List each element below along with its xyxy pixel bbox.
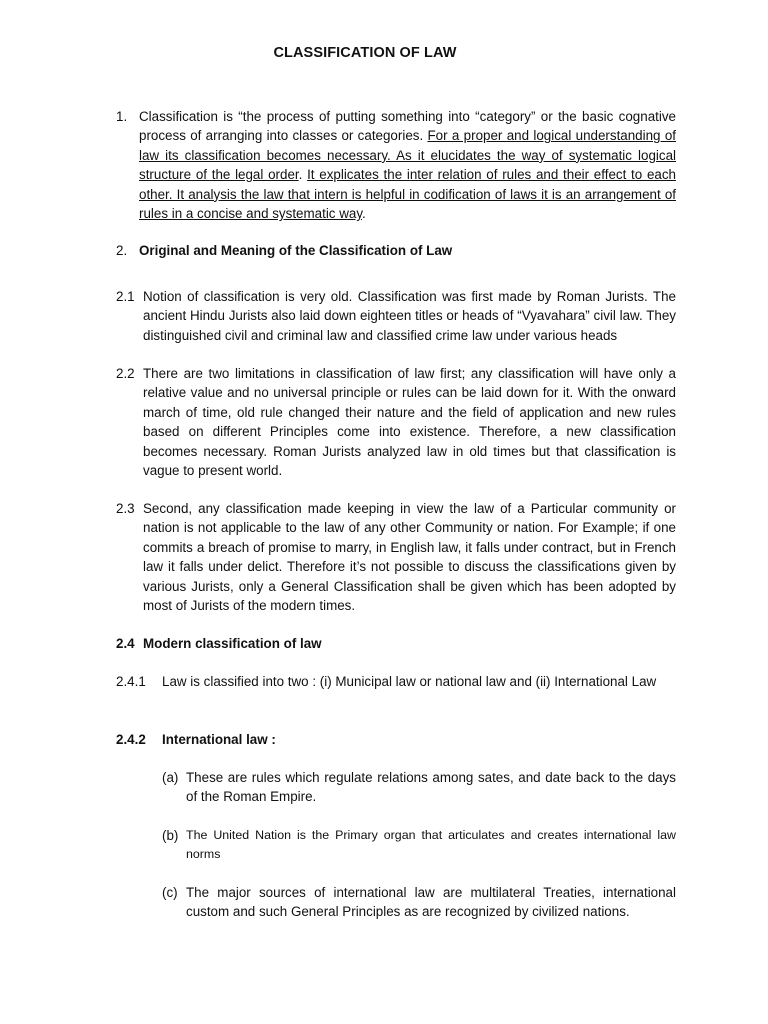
list-item-b: [116, 826, 676, 865]
section-2-4-2-heading-text: International law :: [162, 732, 276, 747]
paragraph-1-underlined-1: For a proper and logical understanding of law its classification becomes necessary. As it elucidates the way of systematic logical structure of the legal order: [139, 128, 676, 183]
paragraph-2-2: [116, 364, 676, 480]
section-2-4-2-number: 2.4.2: [116, 732, 146, 747]
paragraph-1-text-a: Classification is “the process of putting something into “category” or the basic cognative process of arranging into classes or categories.: [139, 109, 676, 144]
list-item-c-text: The major sources of international law are multilateral Treaties, international custom and such General Principles as are recognized by civilized nations.: [186, 885, 676, 920]
paragraph-2-4-1-number: 2.4.1: [116, 674, 146, 689]
list-item-b-text: The United Nation is the Primary organ that articulates and creates international law norms: [186, 828, 676, 862]
page-title: CLASSIFICATION OF LAW: [273, 45, 457, 61]
paragraph-1-number: 1.: [116, 109, 128, 124]
paragraph-2-3-number: 2.3: [116, 501, 135, 516]
paragraph-2-4-1-text: Law is classified into two : (i) Municipal law or national law and (ii) International Law: [162, 674, 657, 689]
section-2-4-heading: [116, 634, 676, 653]
section-2-heading: [116, 241, 676, 260]
list-item-a-text: These are rules which regulate relations among sates, and date back to the days of the Roman Empire.: [186, 770, 676, 805]
paragraph-2-2-text: There are two limitations in classification of law first; any classification will have only a relative value and no universal principle or rules can be laid down for it. With the onward march of time, old rule changed their nature and the field of application and new rules based on different Principles come into existence. Therefore, a new classification becomes necessary. Roman Jurists analyzed law in old times but that classification is vague to present world.: [143, 366, 676, 479]
section-2-heading-text: Original and Meaning of the Classification of Law: [139, 243, 453, 258]
list-item-c: [116, 883, 676, 922]
paragraph-2-3: [116, 499, 676, 615]
paragraph-1-text-b: .: [298, 167, 308, 183]
paragraph-2-3-text: Second, any classification made keeping in view the law of a Particular community or nation is not applicable to the law of any other Community or nation. For Example; if one commits a breach of promise to marry, in English law, it falls under contract, but in French law it falls under delict. Therefore it’s not possible to discuss the classifications given by various Jurists, only a General Classification shall be given which has been adopted by most of Jurists of the modern times.: [143, 501, 676, 614]
paragraph-2-4-1: [116, 672, 676, 691]
paragraph-1-text-c: .: [362, 206, 366, 222]
section-2-number: 2.: [116, 243, 128, 258]
list-item-a: [116, 768, 676, 807]
paragraph-2-1-text: Notion of classification is very old. Classification was first made by Roman Jurists. The ancient Hindu Jurists also laid down eighteen titles or heads of “Vyavahara” civil law. They distinguished civil and criminal law and classified crime law under various heads: [143, 289, 676, 343]
section-2-4-heading-text: Modern classification of law: [143, 636, 322, 651]
list-item-c-label: (c): [162, 885, 178, 900]
paragraph-1: [116, 107, 676, 223]
list-item-a-label: (a): [162, 770, 179, 785]
paragraph-2-1-number: 2.1: [116, 289, 135, 304]
section-2-4-2-heading: [116, 730, 676, 749]
paragraph-1-underlined-2: It explicates the inter relation of rules and their effect to each other. It analysis the law that intern is helpful in codification of laws it is an arrangement of rules in a concise and systematic way: [139, 167, 676, 222]
list-item-b-label: (b): [162, 828, 179, 843]
paragraph-2-1: [116, 287, 676, 345]
paragraph-1-text: [139, 107, 676, 223]
paragraph-2-2-number: 2.2: [116, 366, 135, 381]
section-2-4-number: 2.4: [116, 636, 135, 651]
